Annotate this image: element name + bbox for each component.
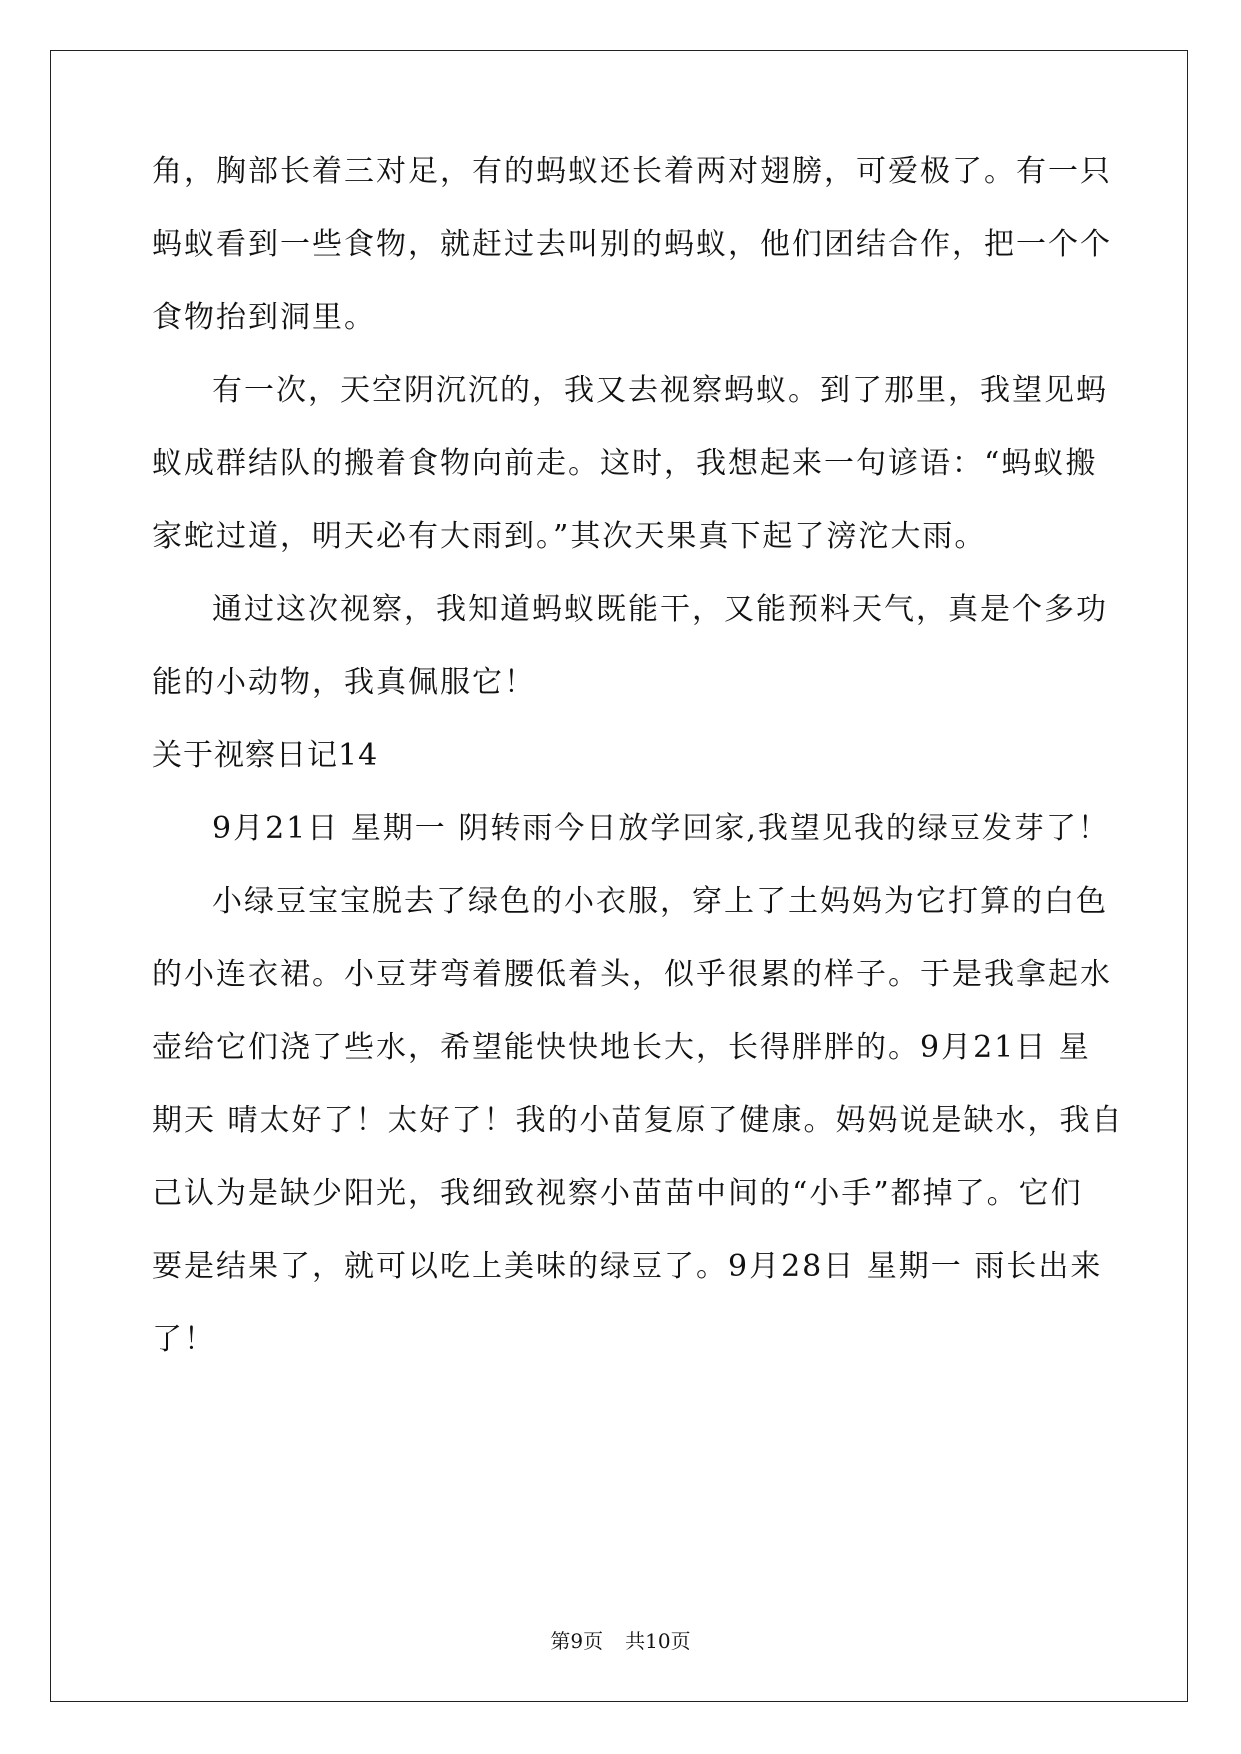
text-line: 了！	[152, 1322, 216, 1357]
text-line: 的小连衣裙。小豆芽弯着腰低着头，似乎很累的样子。于是我拿起水	[152, 957, 1112, 992]
text-line: 己认为是缺少阳光，我细致视察小苗苗中间的“小手”都掉了。它们	[152, 1176, 1083, 1211]
text-line: 要是结果了，就可以吃上美味的绿豆了。9月28日 星期一 雨长出来	[152, 1249, 1103, 1284]
text-line: 家蛇过道，明天必有大雨到。”其次天果真下起了滂沱大雨。	[152, 519, 987, 554]
text-line: 能的小动物，我真佩服它！	[152, 665, 536, 700]
section-heading: 关于视察日记14	[152, 738, 379, 773]
page-total: 共10页	[625, 1629, 691, 1653]
text-line: 蚁成群结队的搬着食物向前走。这时，我想起来一句谚语：“蚂蚁搬	[152, 446, 1098, 481]
text-line: 期天 晴太好了！太好了！我的小苗复原了健康。妈妈说是缺水，我自	[152, 1103, 1124, 1138]
text-line: 蚂蚁看到一些食物，就赶过去叫别的蚂蚁，他们团结合作，把一个个	[152, 227, 1112, 262]
entry-date-line: 9月21日 星期一 阴转雨今日放学回家,我望见我的绿豆发芽了！	[212, 811, 1110, 846]
text-line: 角，胸部长着三对足，有的蚂蚁还长着两对翅膀，可爱极了。有一只	[152, 154, 1112, 189]
text-line: 有一次，天空阴沉沉的，我又去视察蚂蚁。到了那里，我望见蚂	[212, 373, 1108, 408]
text-line: 小绿豆宝宝脱去了绿色的小衣服，穿上了土妈妈为它打算的白色	[212, 884, 1108, 919]
page-number: 第9页	[550, 1629, 604, 1653]
text-line: 通过这次视察，我知道蚂蚁既能干，又能预料天气，真是个多功	[212, 592, 1108, 627]
text-line: 壶给它们浇了些水，希望能快快地长大，长得胖胖的。9月21日 星	[152, 1030, 1091, 1065]
page-footer	[0, 1628, 1241, 1654]
text-line: 食物抬到洞里。	[152, 300, 376, 335]
